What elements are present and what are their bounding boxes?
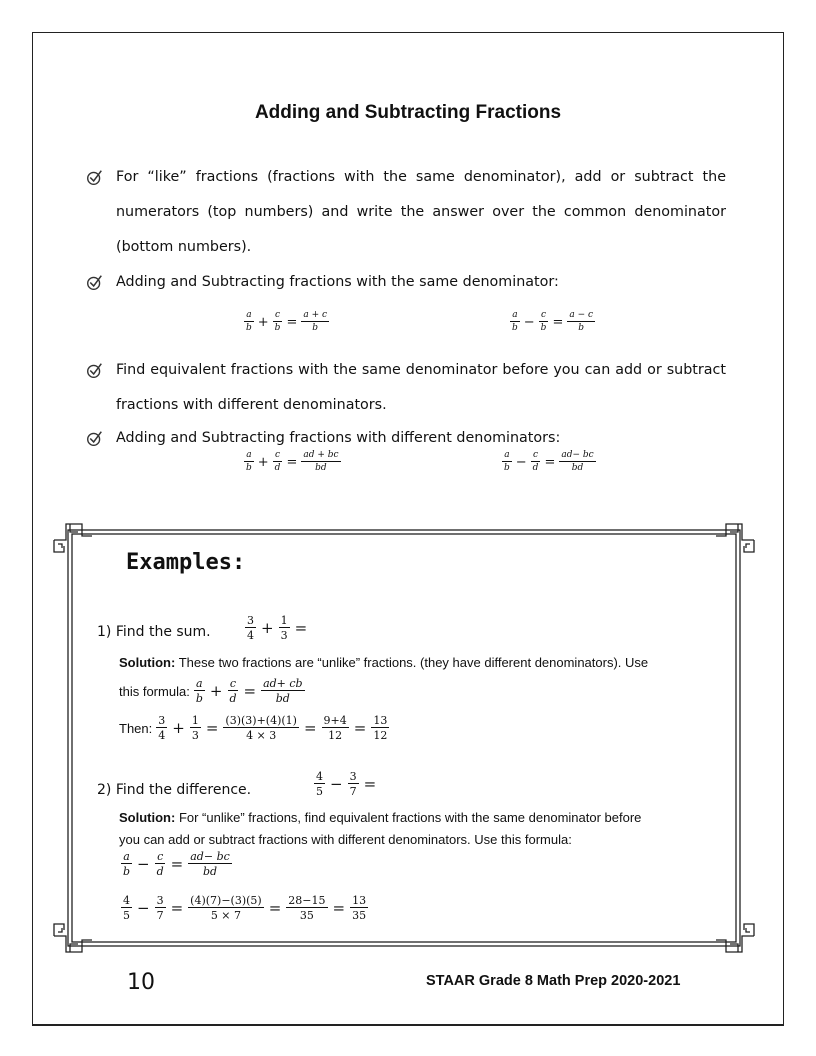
solution-label: Solution: <box>119 655 176 670</box>
example-1-solution <box>119 655 648 670</box>
example-2-steps: $\frac{4}{5}$ − $\frac{3}{7}$ = $\frac{(4)(7)-(3)(5)}{5 \times 7}$ = $\frac{28-15}{35}$ = $\frac{13}{35}$ <box>123 894 367 922</box>
check-circle-icon <box>86 362 103 379</box>
formula-lead: this formula: <box>119 683 190 699</box>
then-label: Then: <box>119 720 153 736</box>
formula-add-same-denominator: $\frac{a}{b}$ + $\frac{c}{b}$ = $\frac{a + c}{b}$ <box>246 310 328 333</box>
bullet-same-denominator <box>86 265 726 300</box>
example-2-expression: $\frac{4}{5}$ − $\frac{3}{7}$ = <box>316 770 377 798</box>
bullet-text: Adding and Subtracting fractions with the same denominator: <box>116 274 559 290</box>
examples-heading: Examples: <box>126 550 246 575</box>
check-circle-icon <box>86 274 103 291</box>
example-1-calculation <box>119 715 391 741</box>
example-2-solution <box>119 810 641 825</box>
solution-text: For “unlike” fractions, find equivalent fractions with the same denominator before <box>175 810 642 825</box>
bullet-text: For “like” fractions (fractions with the same denominator), add or subtract the numerators (top numbers) and write the answer over the common denominator (bottom numbers). <box>116 169 726 255</box>
bullet-different-denominators <box>86 421 726 456</box>
formula-subtract-same-denominator: $\frac{a}{b}$ − $\frac{c}{b}$ = $\frac{a - c}{b}$ <box>512 310 594 333</box>
bullet-equivalent-fractions <box>86 353 726 423</box>
bullet-text: Adding and Subtracting fractions with different denominators: <box>116 430 561 446</box>
check-circle-icon <box>86 430 103 447</box>
formula-add-different-denominators: $\frac{a}{b}$ + $\frac{c}{d}$ = $\frac{ad + bc}{bd}$ <box>246 450 339 473</box>
example-1-formula-line <box>119 678 307 704</box>
bullet-like-fractions <box>86 160 726 265</box>
page-number: 10 <box>127 970 155 995</box>
example-1-prompt <box>97 624 211 640</box>
example-2-formula: $\frac{a}{b}$ − $\frac{c}{d}$ = $\frac{ad- bc}{bd}$ <box>123 850 230 878</box>
page-bottom-rule <box>32 1024 784 1026</box>
example-1-prompt-text: 1) Find the sum. <box>97 624 211 640</box>
example-1-formula: $\frac{a}{b}$ + $\frac{c}{d}$ = $\frac{ad+ cb}{bd}$ <box>195 677 303 705</box>
example-2-prompt-text: 2) Find the difference. <box>97 782 252 798</box>
example-1-steps: $\frac{3}{4}$ + $\frac{1}{3}$ = $\frac{(3)(3)+(4)(1)}{4 \times 3}$ = $\frac{9+4}{12}$ = $\frac{13}{12}$ <box>158 714 388 742</box>
check-circle-icon <box>86 169 103 186</box>
book-title: STAAR Grade 8 Math Prep 2020-2021 <box>426 973 681 989</box>
solution-text: These two fractions are “unlike” fractions. (they have different denominators). Use <box>175 655 649 670</box>
example-2-prompt <box>97 782 251 798</box>
formula-subtract-different-denominators: $\frac{a}{b}$ − $\frac{c}{d}$ = $\frac{ad- bc}{bd}$ <box>504 450 594 473</box>
solution-label: Solution: <box>119 810 176 825</box>
example-1-expression: $\frac{3}{4}$ + $\frac{1}{3}$ = <box>247 614 308 642</box>
bullet-text: Find equivalent fractions with the same denominator before you can add or subtract fractions with different denominators. <box>116 362 726 413</box>
example-2-solution-continued: you can add or subtract fractions with different denominators. Use this formula: <box>119 832 572 847</box>
page-title: Adding and Subtracting Fractions <box>254 102 562 123</box>
